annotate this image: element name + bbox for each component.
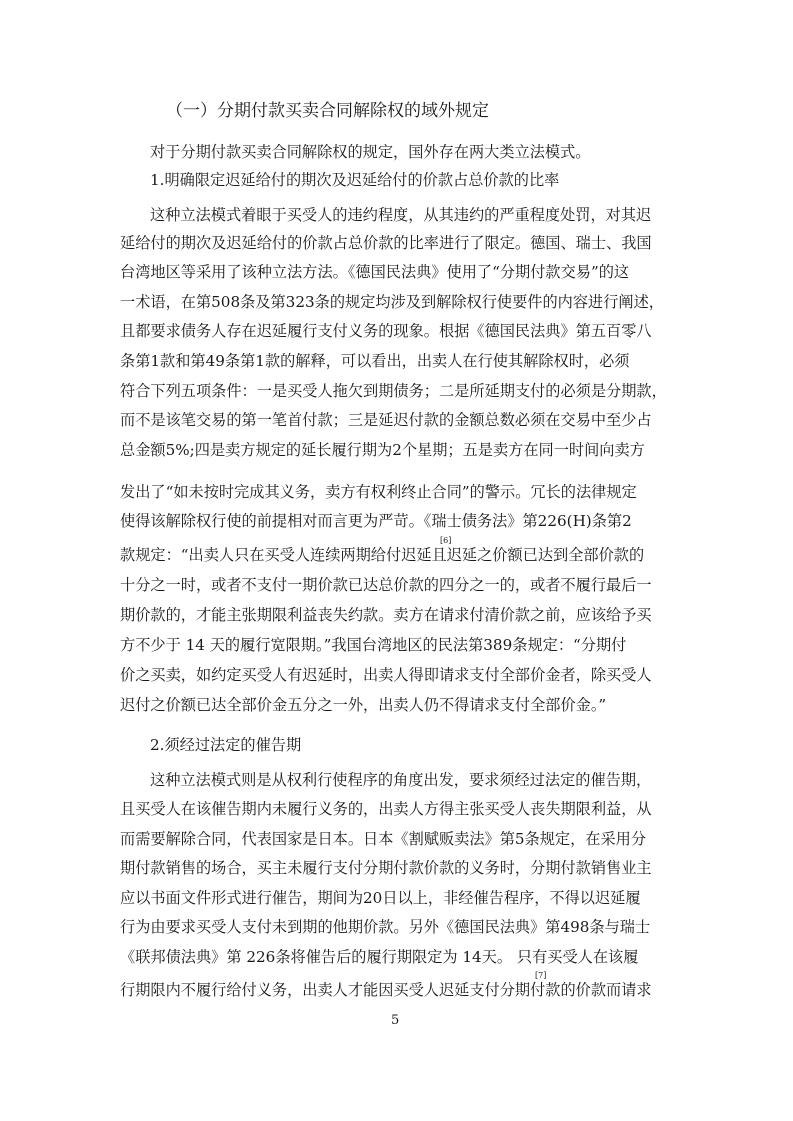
paragraph-line: 且都要求债务人存在迟延履行支付义务的现象。根据《德国民法典》第五百零八	[120, 322, 652, 340]
paragraph-line: 方不少于 14 天的履行宽限期。”我国台湾地区的民法第389条规定：“分期付	[120, 636, 627, 654]
paragraph-line: 价之买卖，如约定买受人有迟延时，出卖人得即请求支付全部价金者，除买受人	[120, 666, 652, 684]
paragraph-line: 迟付之价额已达全部价金五分之一外，出卖人仍不得请求支付全部价金。”	[120, 696, 607, 714]
paragraph-line: 《联邦债法典》第 226条将催告后的履行期限定为 14天。 只有买受人在该履	[120, 948, 639, 966]
paragraph-line: 一术语，在第508条及第323条的规定均涉及到解除权行使要件的内容进行阐述，	[120, 293, 664, 311]
paragraph-line: 十分之一时，或者不支付一期价款已达总价款的四分之一的，或者不履行最后一	[120, 576, 652, 594]
paragraph-line: 这种立法模式着眼于买受人的违约程度，从其违约的严重程度处罚，对其迟	[150, 206, 652, 224]
paragraph-line: 且买受人在该催告期内未履行义务的，出卖人方得主张买受人丧失期限利益，从	[120, 800, 652, 818]
paragraph-line: 对于分期付款买卖合同解除权的规定，国外存在两大类立法模式。	[150, 143, 591, 161]
paragraph-line: 而不是该笔交易的第一笔首付款；三是延迟付款的金额总数必须在交易中至少占	[120, 411, 652, 429]
paragraph-line: 期付款销售的场合，买主未履行支付分期付款价款的义务时，分期付款销售业主	[120, 859, 652, 877]
paragraph-line: 使得该解除权行使的前提相对而言更为严苛。《瑞士债务法》第226(H)条第2	[120, 512, 632, 530]
subheading-line: 1.明确限定迟延给付的期次及迟延给付的价款占总价款的比率	[150, 171, 560, 189]
paragraph-line: 这种立法模式则是从权利行使程序的角度出发，要求须经过法定的催告期，	[150, 771, 652, 789]
paragraph-line: 行期限内不履行给付义务，出卖人才能因买受人迟延支付分期付款的价款而请求	[120, 981, 652, 999]
footnote-marker: [6]	[440, 536, 452, 545]
footnote-marker: [7]	[535, 971, 547, 980]
paragraph-line: 款规定：“出卖人只在买受人连续两期给付迟延且迟延之价额已达到全部价款的	[120, 546, 645, 564]
paragraph-line: 符合下列五项条件：一是买受人拖欠到期债务；二是所延期支付的必须是分期款，	[120, 382, 667, 400]
paragraph-line: 总金额5%;四是卖方规定的延长履行期为2个星期；五是卖方在同一时间向卖方	[120, 441, 645, 459]
paragraph-line: 发出了“如未按时完成其义务，卖方有权利终止合同”的警示。冗长的法律规定	[120, 483, 637, 501]
subheading-line: 2.须经过法定的催告期	[150, 736, 302, 754]
paragraph-line: 台湾地区等采用了该种立法方法。《德国民法典》使用了“分期付款交易”的这	[120, 263, 630, 281]
paragraph-line: 行为由要求买受人支付未到期的他期价款。另外《德国民法典》第498条与瑞士	[120, 918, 651, 936]
section-heading: （一）分期付款买卖合同解除权的域外规定	[166, 101, 489, 121]
paragraph-line: 而需要解除合同，代表国家是日本。日本《割赋贩卖法》第5条规定，在采用分	[120, 830, 647, 848]
paragraph-line: 期价款的，才能主张期限利益丧失约款。卖方在请求付清价款之前，应该给予买	[120, 606, 652, 624]
page-number: 5	[391, 1013, 400, 1028]
paragraph-line: 应以书面文件形式进行催告，期间为20日以上，非经催告程序，不得以迟延履	[120, 889, 641, 907]
paragraph-line: 延给付的期次及迟延给付的价款占总价款的比率进行了限定。德国、瑞士、我国	[120, 234, 652, 252]
paragraph-line: 条第1款和第49条第1款的解释，可以看出，出卖人在行使其解除权时，必须	[120, 352, 630, 370]
